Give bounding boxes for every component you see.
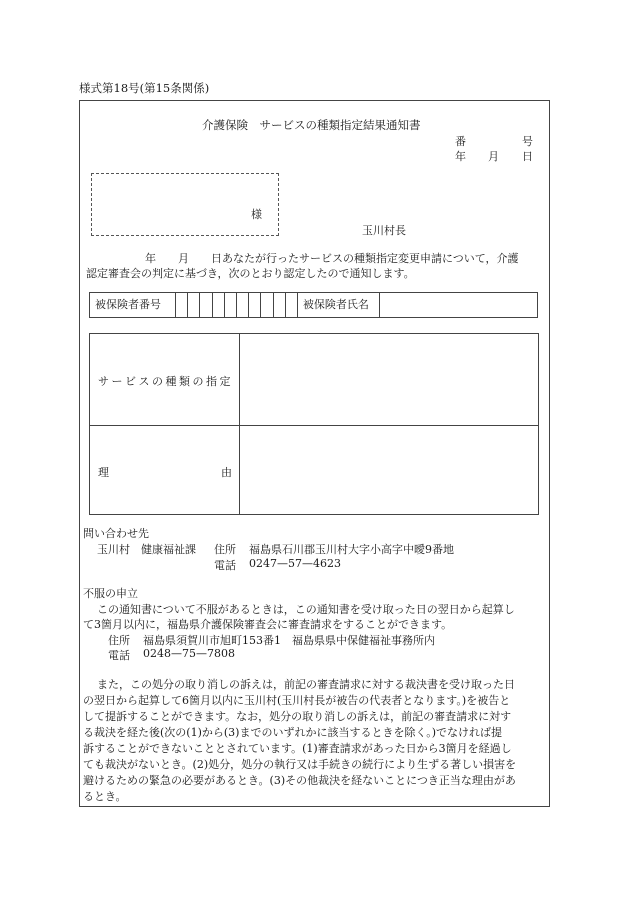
lawsuit-line: るとき。 <box>83 790 127 803</box>
insured-number-digit[interactable] <box>188 293 200 317</box>
contact-phone: 0247—57—4623 <box>249 557 341 570</box>
insured-number-label: 被保険者番号 <box>90 293 176 317</box>
lawsuit-line: ても裁決がないとき。(2)処分，処分の執行又は手続きの続行により生ずる著しい損害を <box>83 758 517 771</box>
contact-phone-label: 電話 <box>214 559 236 572</box>
contact-office: 玉川村 健康福祉課 <box>97 543 196 556</box>
table-divider <box>90 425 538 426</box>
issuer: 玉川村長 <box>362 224 406 237</box>
document-title: 介護保険 サービスの種類指定結果通知書 <box>202 118 421 132</box>
insured-name-field[interactable] <box>380 293 537 317</box>
contact-heading: 問い合わせ先 <box>83 527 149 540</box>
insured-number-digit[interactable] <box>249 293 261 317</box>
insured-number-digit[interactable] <box>200 293 212 317</box>
lawsuit-line: 訴することができないこととされています。(1)審査請求があった日から3箇月を経過し <box>83 742 512 755</box>
lawsuit-line: る裁決を経た後(次の(1)から(3)までのいずれかに該当するときを除く。)でなければ提 <box>83 726 503 739</box>
appeal-heading: 不服の申立 <box>83 587 138 600</box>
service-table <box>89 333 539 515</box>
insured-number-digit[interactable] <box>225 293 237 317</box>
insured-number-digit[interactable] <box>176 293 188 317</box>
number-label: 番 <box>455 135 466 148</box>
appeal-address: 福島県須賀川市旭町153番1 福島県県中保健福祉事務所内 <box>143 634 435 647</box>
appeal-phone: 0248—75—7808 <box>143 647 235 660</box>
date-year: 年 <box>455 150 466 163</box>
insured-number-digit[interactable] <box>286 293 298 317</box>
date-day: 日 <box>522 150 533 163</box>
number-suffix: 号 <box>522 135 533 148</box>
lawsuit-line: して提訴することができます。なお，処分の取り消しの訴えは，前記の審査請求に対す <box>83 710 512 723</box>
intro-line-2: 認定審査会の判定に基づき，次のとおり認定したので通知します。 <box>86 267 415 280</box>
form-number: 様式第18号(第15条関係) <box>79 81 210 95</box>
lawsuit-line: の翌日から起算して6箇月以内に玉川村(玉川村長が被告の代表者となります。)を被告と <box>83 694 511 707</box>
insured-table <box>89 292 538 318</box>
appeal-line-2: て3箇月以内に，福島県介護保険審査会に審査請求をすることができます。 <box>83 618 453 631</box>
insured-number-digit[interactable] <box>274 293 286 317</box>
date-month: 月 <box>488 150 499 163</box>
appeal-phone-label: 電話 <box>108 649 130 662</box>
lawsuit-line: 避けるための緊急の必要があるとき。(3)その他裁決を経ないことにつき正当な理由があ <box>83 774 516 787</box>
contact-address-label: 住所 <box>214 543 236 556</box>
table-divider <box>239 334 240 514</box>
service-type-label: サービスの種類の指定 <box>98 375 233 388</box>
insured-name-label: 被保険者氏名 <box>298 293 380 317</box>
insured-number-digit[interactable] <box>213 293 225 317</box>
contact-address: 福島県石川郡玉川村大字小高字中曖9番地 <box>249 543 454 556</box>
reason-label-end: 由 <box>221 466 232 479</box>
appeal-address-label: 住所 <box>108 634 130 647</box>
lawsuit-line: また，この処分の取り消しの訴えは，前記の審査請求に対する裁決書を受け取った日 <box>97 678 515 691</box>
insured-number-digit[interactable] <box>261 293 273 317</box>
addressee-suffix: 様 <box>251 208 262 221</box>
appeal-line-1: この通知書について不服があるときは，この通知書を受け取った日の翌日から起算し <box>97 603 515 616</box>
intro-line-1: 年 月 日あなたが行ったサービスの種類指定変更申請について，介護 <box>145 252 519 265</box>
reason-label-start: 理 <box>98 466 109 479</box>
addressee-box <box>91 173 279 236</box>
insured-number-digit[interactable] <box>237 293 249 317</box>
